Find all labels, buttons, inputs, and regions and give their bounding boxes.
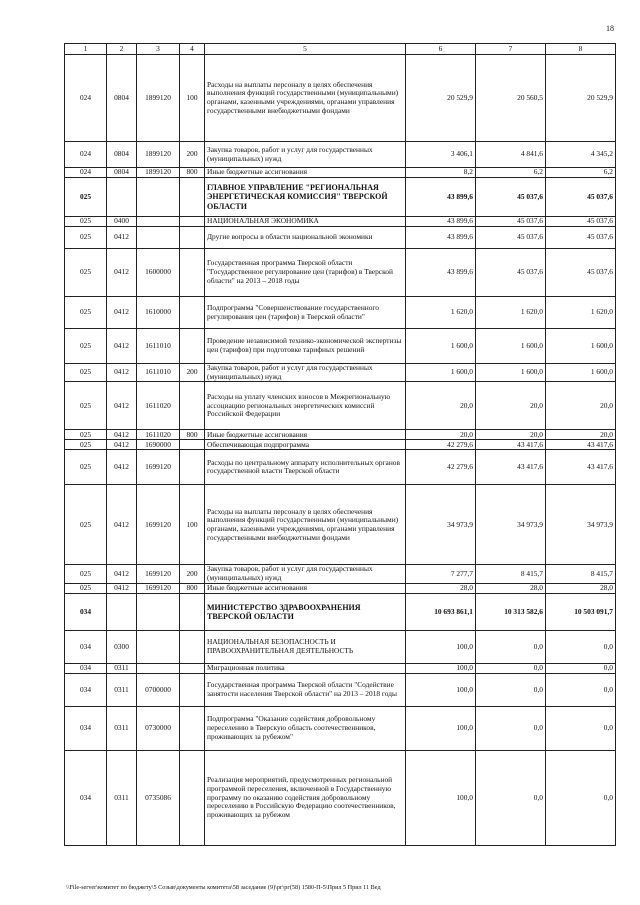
amount-col8-cell: 20,0 (546, 382, 616, 430)
section-code-cell: 0400 (107, 217, 137, 227)
description-cell: Реализация мероприятий, предусмотренных региональной программой переселения, включенной в Государственную программу по оказанию содействия добровольному переселению в Российскую Федерацию соотечественников, проживающих за рубежом (205, 750, 406, 845)
description-cell: Обеспечивающая подпрограмма (205, 440, 406, 450)
kbk-admin-cell: 025 (65, 382, 107, 430)
expense-type-cell (180, 297, 205, 329)
section-code-cell: 0804 (107, 55, 137, 142)
section-code-cell: 0412 (107, 565, 137, 583)
kbk-admin-cell: 034 (65, 593, 107, 630)
expense-type-cell: 800 (180, 430, 205, 440)
amount-col7-cell: 20 560,5 (476, 55, 546, 142)
target-article-cell: 0700000 (137, 673, 180, 706)
amount-col8-cell: 34 973,9 (546, 485, 616, 565)
section-code-cell: 0412 (107, 382, 137, 430)
column-header: 5 (205, 44, 406, 55)
section-code-cell: 0311 (107, 663, 137, 673)
column-header: 1 (65, 44, 107, 55)
description-cell: Расходы по центральному аппарату исполнительных органов государственной власти Тверской области (205, 450, 406, 485)
amount-col6-cell: 42 279,6 (406, 450, 476, 485)
table-row (65, 485, 616, 565)
table-row (65, 750, 616, 845)
amount-col7-cell: 45 037,6 (476, 217, 546, 227)
expense-type-cell (180, 382, 205, 430)
amount-col8-cell: 1 600,0 (546, 364, 616, 382)
target-article-cell (137, 227, 180, 249)
section-code-cell: 0412 (107, 440, 137, 450)
section-code-cell: 0311 (107, 750, 137, 845)
description-cell: Иные бюджетные ассигнования (205, 430, 406, 440)
amount-col7-cell: 34 973,9 (476, 485, 546, 565)
file-path-footer: \\File-server\комитет по бюджету\5 Созыв\документы комитета\58 заседание (9)\рг\рг(58) 1580-П-5\Прил 5 Прил 11 Вед (66, 884, 381, 891)
amount-col6-cell: 100,0 (406, 673, 476, 706)
target-article-cell: 1611010 (137, 329, 180, 364)
expense-type-cell: 200 (180, 565, 205, 583)
target-article-cell: 0735086 (137, 750, 180, 845)
kbk-admin-cell: 025 (65, 217, 107, 227)
section-code-cell: 0804 (107, 142, 137, 168)
amount-col6-cell: 43 899,6 (406, 217, 476, 227)
amount-col7-cell: 43 417,6 (476, 450, 546, 485)
expense-type-cell: 100 (180, 485, 205, 565)
amount-col6-cell: 1 600,0 (406, 329, 476, 364)
amount-col7-cell: 10 313 582,6 (476, 593, 546, 630)
kbk-admin-cell: 024 (65, 142, 107, 168)
amount-col6-cell: 43 899,6 (406, 249, 476, 297)
amount-col8-cell: 0,0 (546, 750, 616, 845)
amount-col6-cell: 20,0 (406, 430, 476, 440)
kbk-admin-cell: 034 (65, 663, 107, 673)
description-cell: МИНИСТЕРСТВО ЗДРАВООХРАНЕНИЯ ТВЕРСКОЙ ОБЛАСТИ (205, 593, 406, 630)
table-row (65, 217, 616, 227)
section-code-cell: 0311 (107, 706, 137, 750)
target-article-cell: 1899120 (137, 55, 180, 142)
expense-type-cell (180, 750, 205, 845)
section-code-cell: 0412 (107, 249, 137, 297)
section-code-cell: 0300 (107, 630, 137, 663)
amount-col7-cell: 1 600,0 (476, 329, 546, 364)
table-row (65, 142, 616, 168)
amount-col8-cell: 10 503 091,7 (546, 593, 616, 630)
target-article-cell: 1899120 (137, 142, 180, 168)
column-header: 7 (476, 44, 546, 55)
kbk-admin-cell: 025 (65, 485, 107, 565)
table-row (65, 450, 616, 485)
expense-type-cell (180, 630, 205, 663)
description-cell: Проведение независимой технико-экономической экспертизы цен (тарифов) при подготовке тарифных решений (205, 329, 406, 364)
kbk-admin-cell: 025 (65, 227, 107, 249)
amount-col7-cell: 0,0 (476, 750, 546, 845)
budget-table (64, 43, 616, 846)
section-code-cell: 0311 (107, 673, 137, 706)
amount-col6-cell: 34 973,9 (406, 485, 476, 565)
target-article-cell (137, 663, 180, 673)
amount-col7-cell: 0,0 (476, 630, 546, 663)
expense-type-cell (180, 663, 205, 673)
amount-col8-cell: 20 529,9 (546, 55, 616, 142)
expense-type-cell (180, 178, 205, 217)
column-header: 3 (137, 44, 180, 55)
table-row (65, 227, 616, 249)
description-cell: Закупка товаров, работ и услуг для государственных (муниципальных) нужд (205, 364, 406, 382)
expense-type-cell (180, 227, 205, 249)
target-article-cell: 1610000 (137, 297, 180, 329)
table-header-row (65, 44, 616, 55)
amount-col7-cell: 28,0 (476, 583, 546, 593)
table-row (65, 673, 616, 706)
column-header: 6 (406, 44, 476, 55)
table-row (65, 178, 616, 217)
target-article-cell: 0730000 (137, 706, 180, 750)
table-row (65, 364, 616, 382)
description-cell: Закупка товаров, работ и услуг для государственных (муниципальных) нужд (205, 142, 406, 168)
description-cell: Расходы на уплату членских взносов в Межрегиональную ассоциацию региональных энергетических комиссий Российской Федерации (205, 382, 406, 430)
page-number: 18 (606, 24, 614, 33)
description-cell: НАЦИОНАЛЬНАЯ БЕЗОПАСНОСТЬ И ПРАВООХРАНИТЕЛЬНАЯ ДЕЯТЕЛЬНОСТЬ (205, 630, 406, 663)
kbk-admin-cell: 025 (65, 249, 107, 297)
expense-type-cell: 100 (180, 55, 205, 142)
amount-col8-cell: 43 417,6 (546, 450, 616, 485)
description-cell: Другие вопросы в области национальной экономики (205, 227, 406, 249)
column-header: 8 (546, 44, 616, 55)
amount-col7-cell: 4 841,6 (476, 142, 546, 168)
section-code-cell: 0412 (107, 450, 137, 485)
amount-col6-cell: 3 406,1 (406, 142, 476, 168)
target-article-cell: 1899120 (137, 168, 180, 178)
description-cell: ГЛАВНОЕ УПРАВЛЕНИЕ "РЕГИОНАЛЬНАЯ ЭНЕРГЕТИЧЕСКАЯ КОМИССИЯ" ТВЕРСКОЙ ОБЛАСТИ (205, 178, 406, 217)
amount-col7-cell: 1 600,0 (476, 364, 546, 382)
amount-col6-cell: 28,0 (406, 583, 476, 593)
kbk-admin-cell: 025 (65, 440, 107, 450)
kbk-admin-cell: 025 (65, 450, 107, 485)
expense-type-cell (180, 706, 205, 750)
description-cell: Расходы на выплаты персоналу в целях обеспечения выполнения функций государственными (муниципальными) органами, казенными учреждениями, органами управления государственными внебюджетными фондами (205, 485, 406, 565)
target-article-cell: 1611020 (137, 430, 180, 440)
amount-col8-cell: 1 620,0 (546, 297, 616, 329)
section-code-cell: 0412 (107, 297, 137, 329)
amount-col8-cell: 4 345,2 (546, 142, 616, 168)
target-article-cell: 1690000 (137, 440, 180, 450)
amount-col6-cell: 100,0 (406, 750, 476, 845)
section-code-cell: 0412 (107, 430, 137, 440)
kbk-admin-cell: 025 (65, 364, 107, 382)
kbk-admin-cell: 034 (65, 630, 107, 663)
amount-col7-cell: 45 037,6 (476, 249, 546, 297)
target-article-cell (137, 593, 180, 630)
description-cell: Расходы на выплаты персоналу в целях обеспечения выполнения функций государственными (муниципальными) органами, казенными учреждениями, органами управления государственными внебюджетными фондами (205, 55, 406, 142)
target-article-cell: 1611020 (137, 382, 180, 430)
section-code-cell: 0412 (107, 227, 137, 249)
expense-type-cell (180, 329, 205, 364)
kbk-admin-cell: 034 (65, 673, 107, 706)
amount-col8-cell: 28,0 (546, 583, 616, 593)
amount-col6-cell: 43 899,6 (406, 178, 476, 217)
expense-type-cell: 200 (180, 142, 205, 168)
amount-col6-cell: 100,0 (406, 630, 476, 663)
kbk-admin-cell: 024 (65, 55, 107, 142)
amount-col8-cell: 45 037,6 (546, 178, 616, 217)
expense-type-cell: 800 (180, 583, 205, 593)
table-row (65, 430, 616, 440)
amount-col8-cell: 0,0 (546, 630, 616, 663)
kbk-admin-cell: 034 (65, 750, 107, 845)
amount-col8-cell: 20,0 (546, 430, 616, 440)
table-row (65, 55, 616, 142)
table-row (65, 583, 616, 593)
description-cell: Закупка товаров, работ и услуг для государственных (муниципальных) нужд (205, 565, 406, 583)
amount-col6-cell: 20,0 (406, 382, 476, 430)
amount-col7-cell: 45 037,6 (476, 178, 546, 217)
description-cell: Иные бюджетные ассигнования (205, 583, 406, 593)
amount-col8-cell: 43 417,6 (546, 440, 616, 450)
table-row (65, 706, 616, 750)
amount-col7-cell: 20,0 (476, 382, 546, 430)
amount-col7-cell: 0,0 (476, 706, 546, 750)
target-article-cell: 1611010 (137, 364, 180, 382)
table-row (65, 565, 616, 583)
amount-col7-cell: 0,0 (476, 673, 546, 706)
expense-type-cell (180, 673, 205, 706)
expense-type-cell (180, 217, 205, 227)
amount-col8-cell: 0,0 (546, 663, 616, 673)
table-row (65, 663, 616, 673)
expense-type-cell (180, 249, 205, 297)
amount-col7-cell: 20,0 (476, 430, 546, 440)
amount-col6-cell: 42 279,6 (406, 440, 476, 450)
table-row (65, 440, 616, 450)
description-cell: Подпрограмма "Оказание содействия добровольному переселению в Тверскую область соотечественников, проживающих за рубежом" (205, 706, 406, 750)
description-cell: Иные бюджетные ассигнования (205, 168, 406, 178)
table-row (65, 593, 616, 630)
description-cell: Миграционная политика (205, 663, 406, 673)
amount-col6-cell: 8,2 (406, 168, 476, 178)
amount-col6-cell: 100,0 (406, 663, 476, 673)
table-row (65, 630, 616, 663)
table-row (65, 297, 616, 329)
description-cell: Государственная программа Тверской области "Содействие занятости населения Тверской области" на 2013 – 2018 годы (205, 673, 406, 706)
description-cell: Подпрограмма "Совершенствование государственного регулирования цен (тарифов) в Тверской области" (205, 297, 406, 329)
target-article-cell (137, 178, 180, 217)
kbk-admin-cell: 025 (65, 430, 107, 440)
amount-col7-cell: 0,0 (476, 663, 546, 673)
kbk-admin-cell: 025 (65, 583, 107, 593)
amount-col7-cell: 1 620,0 (476, 297, 546, 329)
target-article-cell: 1600000 (137, 249, 180, 297)
kbk-admin-cell: 025 (65, 565, 107, 583)
column-header: 2 (107, 44, 137, 55)
amount-col8-cell: 6,2 (546, 168, 616, 178)
amount-col8-cell: 0,0 (546, 673, 616, 706)
column-header: 4 (180, 44, 205, 55)
expense-type-cell (180, 440, 205, 450)
target-article-cell (137, 630, 180, 663)
amount-col6-cell: 1 620,0 (406, 297, 476, 329)
amount-col6-cell: 43 899,6 (406, 227, 476, 249)
amount-col6-cell: 20 529,9 (406, 55, 476, 142)
description-cell: Государственная программа Тверской области "Государственное регулирование цен (тарифов) в Тверской области" на 2013 – 2018 годы (205, 249, 406, 297)
amount-col8-cell: 0,0 (546, 706, 616, 750)
expense-type-cell: 800 (180, 168, 205, 178)
amount-col6-cell: 10 693 861,1 (406, 593, 476, 630)
section-code-cell: 0412 (107, 485, 137, 565)
section-code-cell: 0412 (107, 329, 137, 364)
amount-col8-cell: 8 415,7 (546, 565, 616, 583)
section-code-cell: 0412 (107, 583, 137, 593)
description-cell: НАЦИОНАЛЬНАЯ ЭКОНОМИКА (205, 217, 406, 227)
expense-type-cell (180, 450, 205, 485)
table-row (65, 382, 616, 430)
kbk-admin-cell: 024 (65, 168, 107, 178)
target-article-cell: 1699120 (137, 583, 180, 593)
amount-col8-cell: 45 037,6 (546, 249, 616, 297)
expense-type-cell: 200 (180, 364, 205, 382)
amount-col7-cell: 43 417,6 (476, 440, 546, 450)
kbk-admin-cell: 025 (65, 297, 107, 329)
expense-type-cell (180, 593, 205, 630)
table-row (65, 329, 616, 364)
amount-col7-cell: 45 037,6 (476, 227, 546, 249)
amount-col8-cell: 45 037,6 (546, 227, 616, 249)
kbk-admin-cell: 034 (65, 706, 107, 750)
amount-col7-cell: 6,2 (476, 168, 546, 178)
target-article-cell: 1699120 (137, 450, 180, 485)
amount-col8-cell: 45 037,6 (546, 217, 616, 227)
section-code-cell (107, 178, 137, 217)
table-row (65, 249, 616, 297)
amount-col7-cell: 8 415,7 (476, 565, 546, 583)
table-row (65, 168, 616, 178)
section-code-cell: 0804 (107, 168, 137, 178)
kbk-admin-cell: 025 (65, 329, 107, 364)
target-article-cell (137, 217, 180, 227)
amount-col6-cell: 7 277,7 (406, 565, 476, 583)
section-code-cell (107, 593, 137, 630)
amount-col6-cell: 1 600,0 (406, 364, 476, 382)
kbk-admin-cell: 025 (65, 178, 107, 217)
section-code-cell: 0412 (107, 364, 137, 382)
target-article-cell: 1699120 (137, 565, 180, 583)
target-article-cell: 1699120 (137, 485, 180, 565)
amount-col6-cell: 100,0 (406, 706, 476, 750)
amount-col8-cell: 1 600,0 (546, 329, 616, 364)
